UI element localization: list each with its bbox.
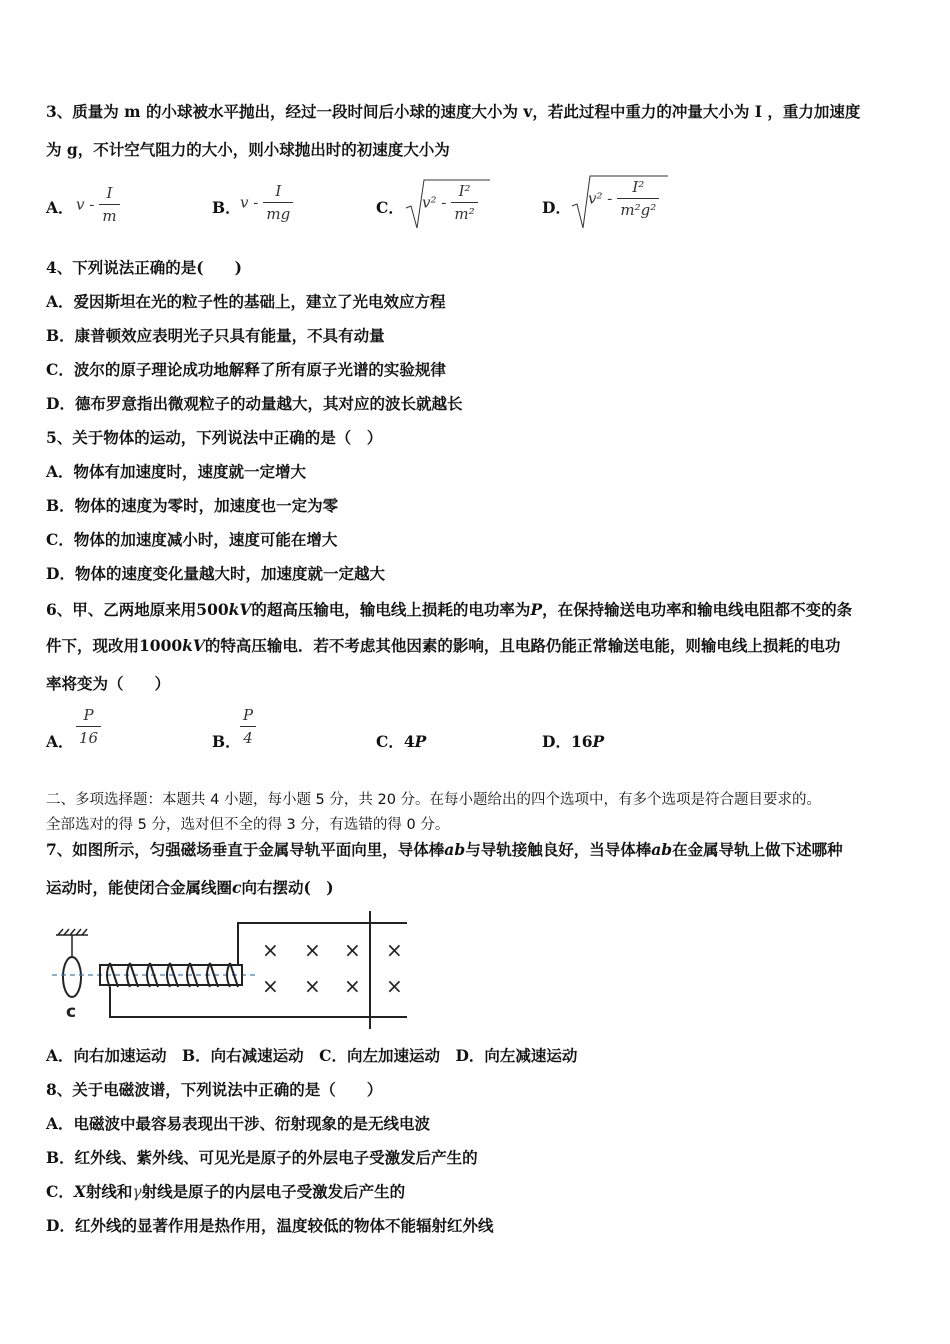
coil-label: c xyxy=(66,1002,77,1022)
text: 在金属导轨上做下述哪种 xyxy=(672,840,843,859)
q4-stem: 4、下列说法正确的是( ) xyxy=(46,258,242,277)
q4-option-a[interactable]: A．爱因斯坦在光的粒子性的基础上，建立了光电效应方程 xyxy=(46,292,446,311)
field-mark: × xyxy=(304,938,321,962)
denominator: m² xyxy=(451,202,477,223)
denominator: m²g² xyxy=(617,198,659,219)
fraction xyxy=(617,178,659,219)
field-mark: × xyxy=(304,974,321,998)
q3-option-b-formula xyxy=(240,182,293,223)
numerator: P xyxy=(83,706,94,724)
numerator: I² xyxy=(632,178,645,196)
option-value: 4 xyxy=(403,732,415,751)
denominator: 4 xyxy=(240,726,256,747)
text: 射线是原子的内层电子受激发后产生的 xyxy=(141,1182,406,1201)
fraction xyxy=(451,182,477,223)
fraction xyxy=(240,706,256,747)
option-label: C． xyxy=(376,732,404,751)
q8-option-b[interactable]: B．红外线、紫外线、可见光是原子的外层电子受激发后产生的 xyxy=(46,1148,478,1167)
section2-heading-line1: 二、多项选择题：本题共 4 小题，每小题 5 分，共 20 分。在每小题给出的四个选项中，有多个选项是符合题目要求的。 xyxy=(46,792,822,808)
option-label: D． xyxy=(542,198,571,217)
q6-option-d[interactable] xyxy=(542,732,604,752)
text: ，在保持输送电功率和输电线电阻都不变的条 xyxy=(542,600,853,619)
q8-stem: 8、关于电磁波谱，下列说法中正确的是（ ） xyxy=(46,1080,383,1099)
text: 件下，现改用 xyxy=(46,636,140,655)
option-label: A． xyxy=(46,732,74,751)
q6-option-a[interactable] xyxy=(46,732,74,752)
option-label: C． xyxy=(46,1182,74,1201)
formula-prefix: v - xyxy=(76,195,95,214)
unit: kV xyxy=(228,600,252,619)
unit: kV xyxy=(182,636,205,655)
field-mark: × xyxy=(344,938,361,962)
q5-option-d[interactable]: D．物体的速度变化量越大时，加速度就一定越大 xyxy=(46,564,385,583)
q5-option-b[interactable]: B．物体的速度为零时，加速度也一定为零 xyxy=(46,496,339,515)
q7-figure xyxy=(52,905,412,1035)
q5-stem: 5、关于物体的运动，下列说法中正确的是（ ） xyxy=(46,428,383,447)
text: 运动时，能使闭合金属线圈 xyxy=(46,878,233,897)
lower-rail xyxy=(110,987,407,1017)
q6-stem-line1 xyxy=(46,600,852,620)
text: 与导轨接触良好，当导体棒 xyxy=(465,840,652,859)
q6-stem-line2 xyxy=(46,636,840,656)
numerator: I xyxy=(275,182,282,200)
field-mark: × xyxy=(386,938,403,962)
fraction xyxy=(99,184,119,225)
denominator: mg xyxy=(263,202,293,223)
option-label: A． xyxy=(46,198,74,217)
q7-stem-line2 xyxy=(46,878,334,898)
denominator: 16 xyxy=(76,726,101,747)
q6-stem-line3: 率将变为（ ） xyxy=(46,674,171,693)
q3-option-a[interactable] xyxy=(46,198,74,218)
variable: ab xyxy=(444,840,466,859)
q7-stem-line1 xyxy=(46,840,843,860)
fraction xyxy=(263,182,293,223)
text: 射线和 xyxy=(85,1182,133,1201)
option-label: C． xyxy=(376,198,404,217)
section2-heading-line2: 全部选对的得 5 分，选对但不全的得 3 分，有选错的得 0 分。 xyxy=(46,817,450,833)
q3-option-d[interactable] xyxy=(542,198,571,218)
formula-prefix: v - xyxy=(240,193,259,212)
q3-stem-line2: 为 g，不计空气阻力的大小，则小球抛出时的初速度大小为 xyxy=(46,140,450,159)
field-mark: × xyxy=(386,974,403,998)
numerator: I xyxy=(106,184,113,202)
denominator: m xyxy=(99,204,119,225)
q4-option-c[interactable]: C．波尔的原子理论成功地解释了所有原子光谱的实验规律 xyxy=(46,360,446,379)
variable: P xyxy=(530,600,543,619)
q4-option-b[interactable]: B．康普顿效应表明光子只具有能量，不具有动量 xyxy=(46,326,385,345)
q8-option-a[interactable]: A．电磁波中最容易表现出干涉、衍射现象的是无线电波 xyxy=(46,1114,431,1133)
text: 7、如图所示，匀强磁场垂直于金属导轨平面向里，导体棒 xyxy=(46,840,445,859)
q3-option-b[interactable] xyxy=(212,198,241,218)
option-label: D． xyxy=(542,732,571,751)
q3-stem-line1: 3、质量为 m 的小球被水平抛出，经过一段时间后小球的速度大小为 v，若此过程中重力的冲量大小为 I ，重力加速度 xyxy=(46,102,861,121)
q6-option-b-formula xyxy=(240,706,256,747)
option-label: B． xyxy=(212,198,241,217)
option-label: B． xyxy=(212,732,241,751)
numerator: P xyxy=(243,706,254,724)
text: 的特高压输电．若不考虑其他因素的影响，且电路仍能正常输送电能，则输电线上损耗的电功 xyxy=(204,636,841,655)
variable: X xyxy=(73,1182,86,1201)
number: 1000 xyxy=(139,636,183,655)
q6-option-a-formula xyxy=(76,706,101,747)
field-mark: × xyxy=(262,938,279,962)
q3-option-c[interactable] xyxy=(376,198,404,218)
q6-option-c[interactable] xyxy=(376,732,426,752)
variable: P xyxy=(414,732,427,751)
q3-option-a-formula xyxy=(76,184,120,225)
ceiling-hatch xyxy=(56,929,88,935)
metal-coil-c xyxy=(63,957,81,997)
formula-prefix: v² - xyxy=(422,193,447,212)
gamma-symbol: γ xyxy=(132,1183,142,1201)
number: 500 xyxy=(196,600,229,619)
formula-prefix: v² - xyxy=(588,189,613,208)
q4-option-d[interactable]: D．德布罗意指出微观粒子的动量越大，其对应的波长就越长 xyxy=(46,394,463,413)
text: 的超高压输电，输电线上损耗的电功率为 xyxy=(251,600,531,619)
q8-option-c[interactable] xyxy=(46,1182,405,1202)
fraction xyxy=(76,706,101,747)
text: 6、甲、乙两地原来用 xyxy=(46,600,197,619)
variable: c xyxy=(232,878,242,897)
magnetic-field-marks xyxy=(262,938,403,998)
field-mark: × xyxy=(262,974,279,998)
variable: ab xyxy=(651,840,673,859)
numerator: I² xyxy=(458,182,471,200)
q5-option-c[interactable]: C．物体的加速度减小时，速度可能在增大 xyxy=(46,530,338,549)
q5-option-a[interactable]: A．物体有加速度时，速度就一定增大 xyxy=(46,462,307,481)
variable: P xyxy=(592,732,605,751)
text: 向右摆动( ) xyxy=(241,878,334,897)
q6-option-b[interactable] xyxy=(212,732,241,752)
field-mark: × xyxy=(344,974,361,998)
q7-options[interactable]: A．向右加速运动 B．向右减速运动 C．向左加速运动 D．向左减速运动 xyxy=(46,1046,578,1065)
option-value: 16 xyxy=(570,732,593,751)
q8-option-d[interactable]: D．红外线的显著作用是热作用，温度较低的物体不能辐射红外线 xyxy=(46,1216,494,1235)
